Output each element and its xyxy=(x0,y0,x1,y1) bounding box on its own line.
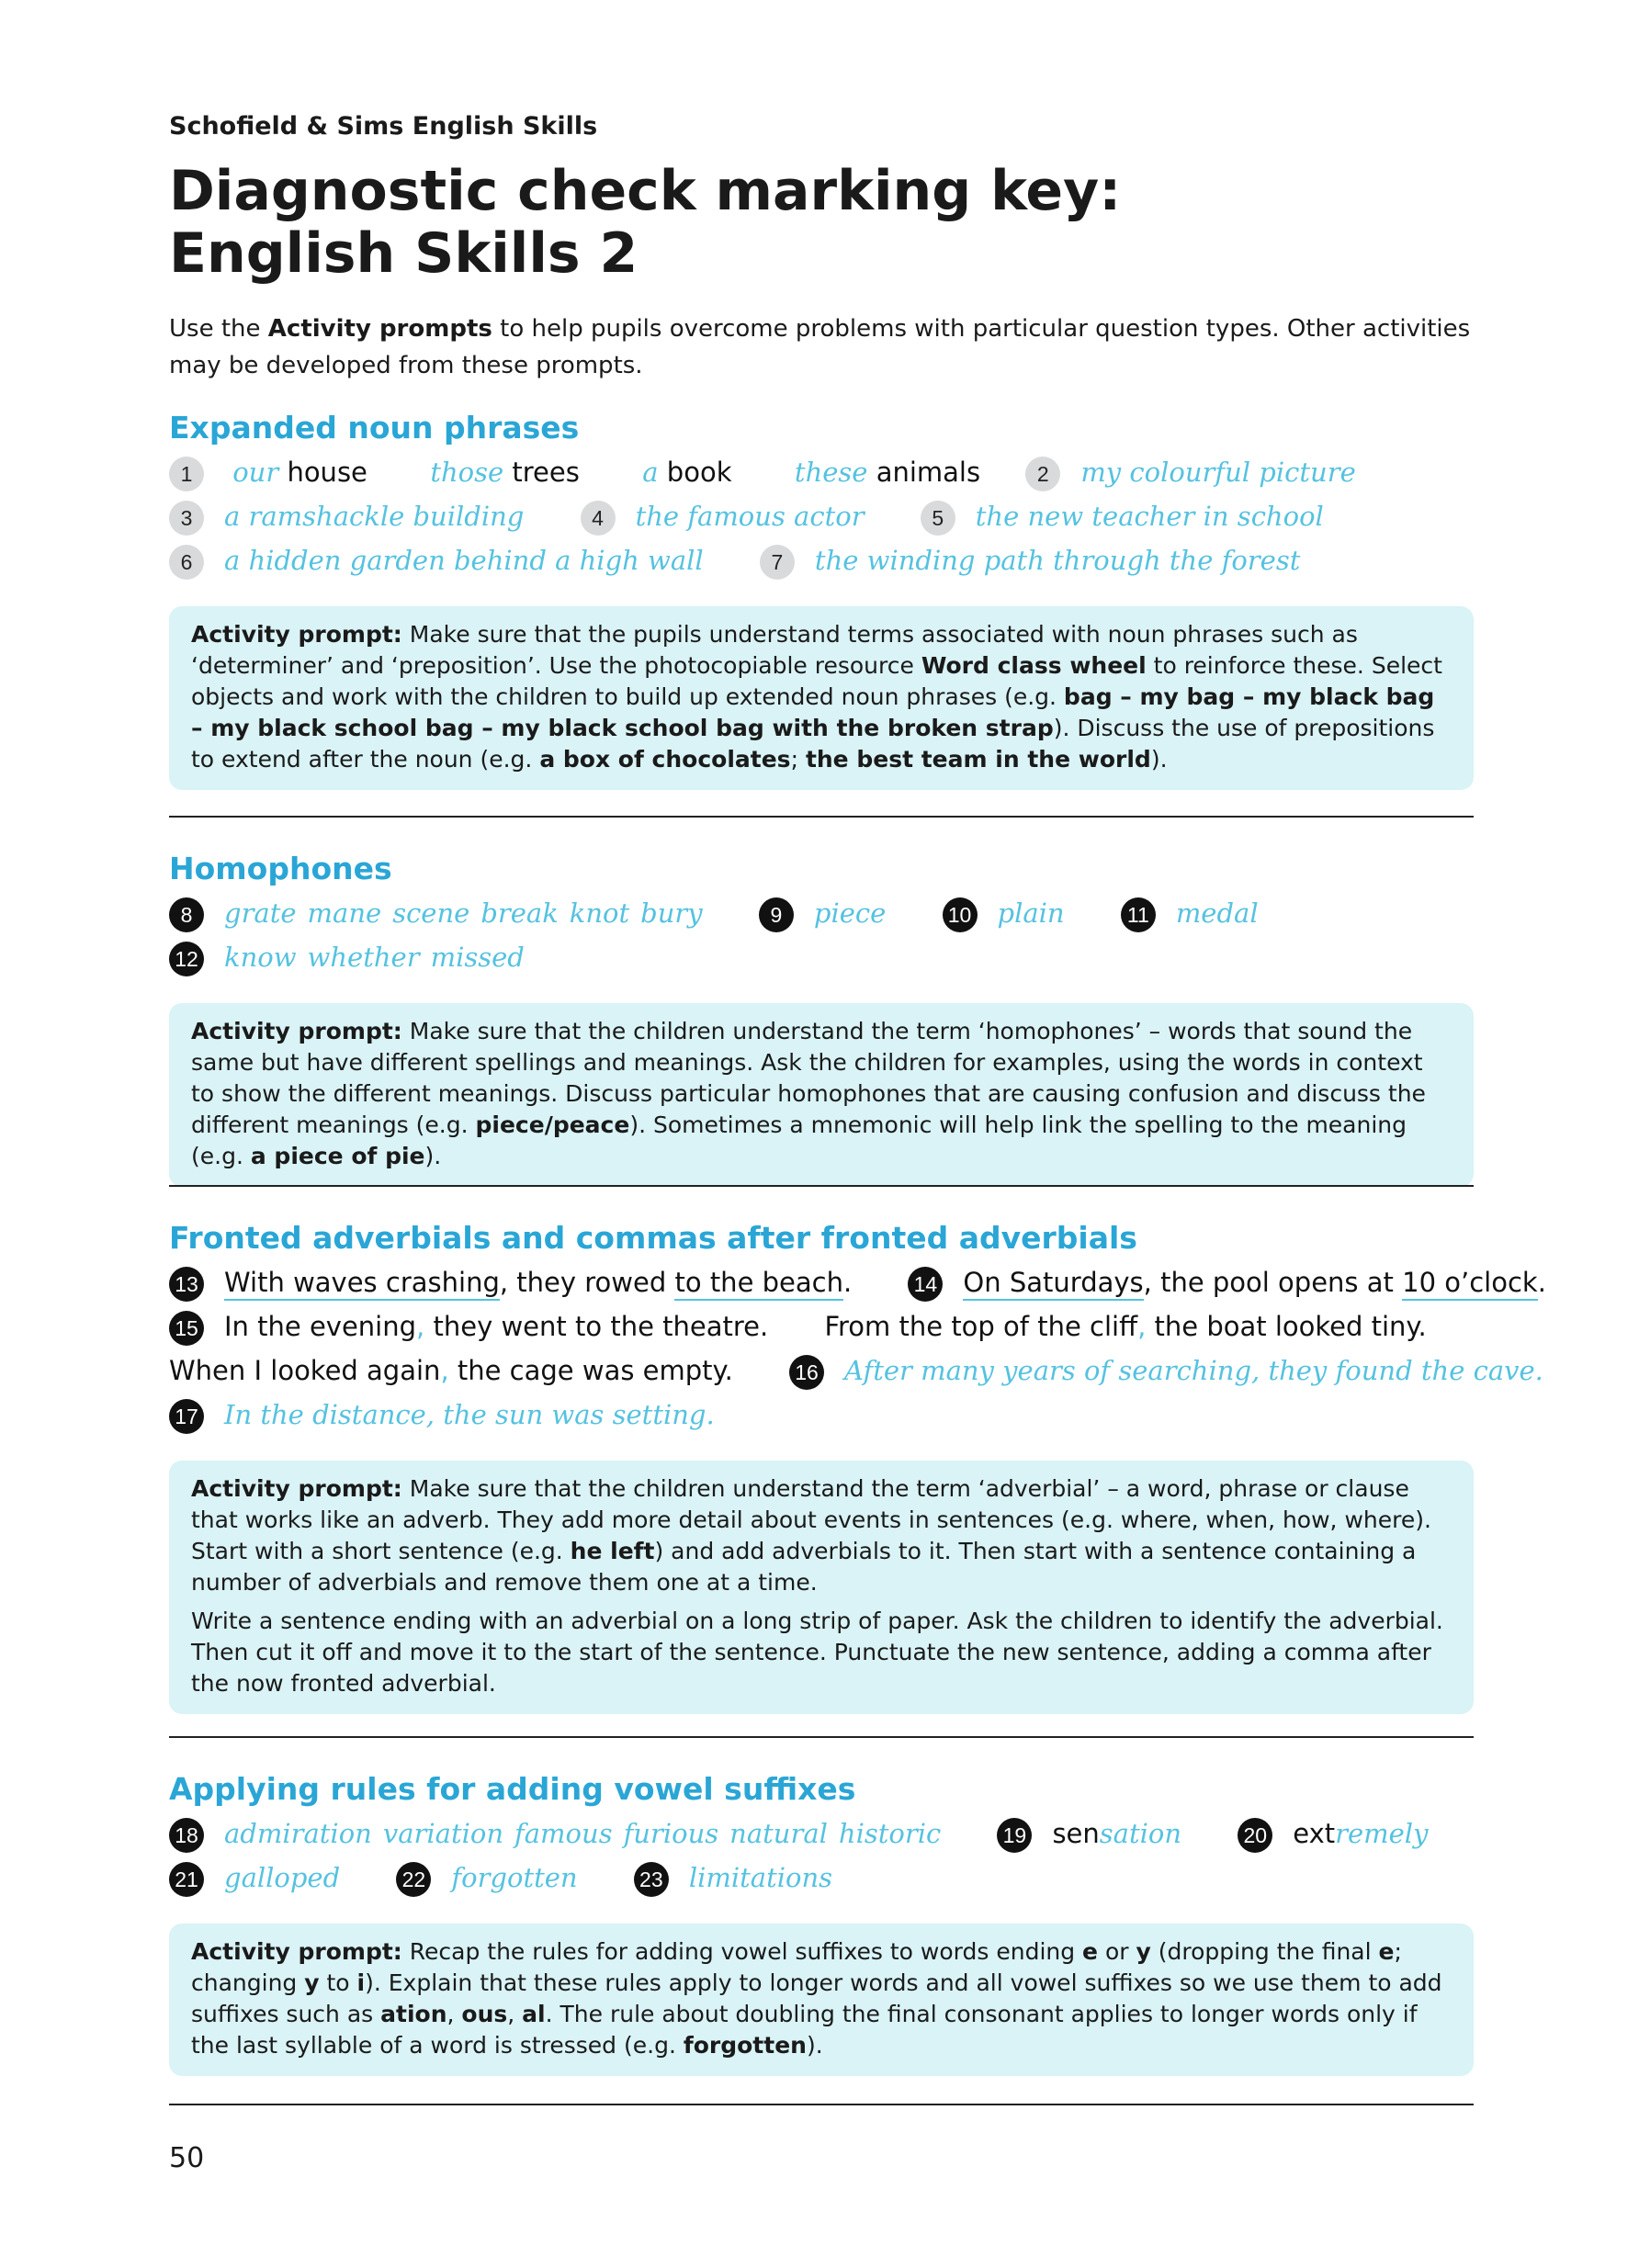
prompt-label: Activity prompt: xyxy=(191,1018,402,1044)
question-number: 21 xyxy=(169,1862,204,1897)
sentence-text: the cage was empty. xyxy=(448,1355,733,1386)
answer-q9 xyxy=(759,891,886,935)
prompt-bold: Word class wheel xyxy=(921,652,1147,679)
word-suffix: sation xyxy=(1099,1818,1182,1849)
answer-q7 xyxy=(760,538,1300,582)
answer-word: mane xyxy=(307,897,382,929)
answer-q21 xyxy=(169,1856,340,1900)
answer-q14 xyxy=(908,1260,1546,1304)
intro-text: Use the xyxy=(169,315,268,343)
question-number: 23 xyxy=(634,1862,669,1897)
answer-text: medal xyxy=(1175,897,1259,929)
activity-prompt xyxy=(169,1461,1474,1714)
sentence-text: the boat looked tiny. xyxy=(1146,1311,1427,1342)
page-number: 50 xyxy=(169,2142,205,2174)
prompt-paragraph xyxy=(191,1473,1452,1598)
answer-q8 xyxy=(169,891,703,935)
question-number: 7 xyxy=(760,545,795,580)
answer-text: After many years of searching, they found the cave. xyxy=(844,1355,1543,1386)
answer-q1 xyxy=(169,450,980,494)
prompt-label: Activity prompt: xyxy=(191,1475,402,1502)
noun: trees xyxy=(512,457,580,488)
question-number: 14 xyxy=(908,1267,943,1302)
prompt-bold: al xyxy=(522,2001,546,2027)
question-number: 20 xyxy=(1238,1818,1272,1853)
question-number: 22 xyxy=(396,1862,431,1897)
answer-word: scene xyxy=(392,897,470,929)
answer-q22 xyxy=(396,1856,577,1900)
answer-q15-b xyxy=(824,1304,1426,1348)
activity-prompt xyxy=(169,1924,1474,2076)
underlined-adverbial: 10 o’clock xyxy=(1402,1267,1538,1301)
prompt-text: to reinforce these. Select objects and work with the children to build up extended noun phrases (e.g. xyxy=(191,652,1442,710)
question-number: 13 xyxy=(169,1267,204,1302)
answer-word: break xyxy=(480,897,559,929)
underlined-adverbial: to the beach xyxy=(674,1267,843,1301)
determiner: those xyxy=(430,457,504,488)
question-number: 2 xyxy=(1025,457,1060,491)
answer-word: knot xyxy=(569,897,630,929)
answer-row xyxy=(169,1304,1474,1348)
prompt-text: ). Discuss the use of prepositions to extend after the noun (e.g. xyxy=(191,715,1435,773)
question-number: 10 xyxy=(943,897,978,932)
section-divider xyxy=(169,816,1474,818)
word-stem: ext xyxy=(1293,1818,1336,1849)
inserted-comma: , xyxy=(416,1311,425,1342)
answer-text: the winding path through the forest xyxy=(814,545,1301,576)
prompt-text: ). xyxy=(806,2032,823,2059)
answer-text: forgotten xyxy=(451,1862,578,1893)
prompt-paragraph: Write a sentence ending with an adverbial on a long strip of paper. Ask the children to identify the adverbial. Then cut it off and move it to the start of the sentence. Punctuate the new sentence, adding a comma after the now fronted adverbial. xyxy=(191,1608,1443,1697)
sentence-text: In the evening xyxy=(224,1311,417,1342)
prompt-text: , xyxy=(446,2001,462,2027)
page-title xyxy=(169,160,1121,285)
sentence-text: they went to the theatre. xyxy=(424,1311,769,1342)
title-line-2: English Skills 2 xyxy=(169,221,639,286)
section-heading: Homophones xyxy=(169,851,392,886)
answer-q4 xyxy=(581,494,865,538)
noun: book xyxy=(666,457,732,488)
prompt-text: Recap the rules for adding vowel suffixes to words ending xyxy=(401,1938,1083,1965)
section-heading: Applying rules for adding vowel suffixes xyxy=(169,1771,856,1807)
question-number: 3 xyxy=(169,501,204,536)
answer-row xyxy=(169,1348,1543,1393)
question-number: 4 xyxy=(581,501,616,536)
prompt-bold: a piece of pie xyxy=(250,1143,425,1169)
question-number: 1 xyxy=(169,457,204,491)
inserted-comma: , xyxy=(1137,1311,1147,1342)
prompt-paragraph xyxy=(191,619,1452,775)
prompt-text: Make sure that the pupils understand terms associated with noun phrases such as ‘determiner’ and ‘preposition’. Use the photocopiable resource xyxy=(191,621,1358,679)
prompt-bold: he left xyxy=(570,1538,655,1564)
answer-q12 xyxy=(169,935,525,979)
answer-text: a ramshackle building xyxy=(224,501,525,532)
question-number: 15 xyxy=(169,1311,204,1346)
answer-row xyxy=(169,1393,1474,1437)
section-heading: Fronted adverbials and commas after fronted adverbials xyxy=(169,1220,1137,1256)
section-divider xyxy=(169,1736,1474,1738)
answer-q15-a xyxy=(169,1304,768,1348)
prompt-bold: the best team in the world xyxy=(805,746,1151,773)
prompt-bold: piece/peace xyxy=(475,1111,630,1138)
underlined-adverbial: On Saturdays xyxy=(963,1267,1143,1301)
answer-q5 xyxy=(921,494,1324,538)
prompt-bold: y xyxy=(1136,1938,1151,1965)
noun: animals xyxy=(876,457,981,488)
answer-q15-c xyxy=(169,1348,733,1393)
question-number: 12 xyxy=(169,942,204,976)
section-homophones xyxy=(169,847,1474,1187)
answer-word: historic xyxy=(838,1818,942,1849)
answer-q17 xyxy=(169,1393,715,1437)
answer-q18 xyxy=(169,1811,941,1856)
answer-q6 xyxy=(169,538,704,582)
section-vowel-suffixes xyxy=(169,1767,1474,2076)
prompt-paragraph xyxy=(191,1936,1452,2061)
answer-row xyxy=(169,1260,1546,1304)
underlined-adverbial: With waves crashing xyxy=(224,1267,500,1301)
prompt-text: ). Explain that these rules apply to longer words and all vowel suffixes so we use them to add suffixes such as xyxy=(191,1969,1442,2027)
prompt-text: ; changing xyxy=(191,1938,1402,1996)
question-number: 8 xyxy=(169,897,204,932)
section-divider xyxy=(169,2104,1474,2105)
answer-word: whether xyxy=(307,942,420,973)
prompt-text: ). xyxy=(424,1143,442,1169)
prompt-paragraph xyxy=(191,1016,1452,1172)
sentence-text: . xyxy=(842,1267,853,1298)
answer-word: missed xyxy=(430,942,525,973)
answer-text: my colourful picture xyxy=(1080,457,1356,488)
section-fronted-adverbials xyxy=(169,1216,1546,1714)
prompt-text: Make sure that the children understand the term ‘homophones’ – words that sound the same but have different spellings and meanings. Ask the children for examples, using the words in context to show the different meanings. Discuss particular homophones that are causing confusion and discuss the different meanings (e.g. xyxy=(191,1018,1426,1138)
prompt-bold: e xyxy=(1082,1938,1099,1965)
answer-text: plain xyxy=(997,897,1065,929)
prompt-text: ; xyxy=(790,746,806,773)
intro-paragraph xyxy=(169,310,1474,384)
intro-text: to help pupils overcome problems with particular question types. Other activities may be developed from these prompts. xyxy=(169,315,1471,379)
inserted-comma: , xyxy=(440,1355,449,1386)
prompt-text: Make sure that the children understand the term ‘adverbial’ – a word, phrase or clause that works like an adverb. They add more detail about events in sentences (e.g. where, when, how, where). Start with a short sentence (e.g. xyxy=(191,1475,1431,1564)
answer-row xyxy=(169,1856,1474,1900)
determiner: our xyxy=(232,457,279,488)
section-expanded-noun-phrases xyxy=(169,406,1474,790)
answer-word: famous xyxy=(514,1818,613,1849)
answer-q23 xyxy=(634,1856,832,1900)
word-stem: sen xyxy=(1052,1818,1100,1849)
answer-q19 xyxy=(997,1811,1181,1856)
answer-word: variation xyxy=(382,1818,504,1849)
activity-prompt xyxy=(169,606,1474,790)
answer-text: galloped xyxy=(224,1862,341,1893)
question-number: 18 xyxy=(169,1818,204,1853)
determiner: a xyxy=(642,457,659,488)
answer-q10 xyxy=(943,891,1065,935)
prompt-bold: ous xyxy=(461,2001,508,2027)
question-number: 16 xyxy=(789,1355,824,1390)
title-line-1: Diagnostic check marking key: xyxy=(169,159,1122,223)
answer-text: In the distance, the sun was setting. xyxy=(224,1399,715,1430)
answer-row xyxy=(169,1811,1474,1856)
prompt-bold: y xyxy=(304,1969,320,1996)
question-number: 9 xyxy=(759,897,794,932)
prompt-label: Activity prompt: xyxy=(191,621,402,648)
prompt-text: or xyxy=(1098,1938,1136,1965)
section-heading: Expanded noun phrases xyxy=(169,410,580,446)
answer-q13 xyxy=(169,1260,852,1304)
prompt-bold: ation xyxy=(380,2001,447,2027)
answer-word: admiration xyxy=(224,1818,372,1849)
prompt-text: . The rule about doubling the final consonant applies to longer words only if the last syllable of a word is stressed (e.g. xyxy=(191,2001,1418,2059)
determiner: these xyxy=(794,457,868,488)
prompt-bold: bag – my bag – my black bag – my black school bag – my black school bag with the broken strap xyxy=(191,683,1435,741)
prompt-text: ). xyxy=(1150,746,1168,773)
answer-text: the famous actor xyxy=(635,501,865,532)
sentence-text: When I looked again xyxy=(169,1355,441,1386)
section-divider xyxy=(169,1185,1474,1187)
series-name: Schofield & Sims English Skills xyxy=(169,112,598,141)
question-number: 5 xyxy=(921,501,955,536)
answer-row xyxy=(169,538,1474,582)
answer-word: bury xyxy=(640,897,703,929)
answer-text: the new teacher in school xyxy=(975,501,1324,532)
word-suffix: remely xyxy=(1335,1818,1429,1849)
prompt-text: ) and add adverbials to it. Then start with a sentence containing a number of adverbials and remove them one at a time. xyxy=(191,1538,1417,1596)
question-number: 19 xyxy=(997,1818,1032,1853)
sentence-text: , they rowed xyxy=(499,1267,675,1298)
answer-q3 xyxy=(169,494,524,538)
question-number: 17 xyxy=(169,1399,204,1434)
answer-q11 xyxy=(1121,891,1259,935)
activity-prompt xyxy=(169,1003,1474,1187)
question-number: 6 xyxy=(169,545,204,580)
sentence-text: From the top of the cliff xyxy=(824,1311,1138,1342)
prompt-label: Activity prompt: xyxy=(191,1938,402,1965)
answer-row xyxy=(169,935,1474,979)
answer-word: natural xyxy=(729,1818,828,1849)
noun: house xyxy=(287,457,367,488)
prompt-bold: i xyxy=(356,1969,366,1996)
prompt-bold: e xyxy=(1378,1938,1395,1965)
prompt-bold: a box of chocolates xyxy=(539,746,791,773)
answer-word: furious xyxy=(623,1818,719,1849)
answer-text: a hidden garden behind a high wall xyxy=(224,545,704,576)
prompt-text: ). Sometimes a mnemonic will help link the spelling to the meaning (e.g. xyxy=(191,1111,1407,1169)
answer-q16 xyxy=(789,1348,1543,1393)
prompt-text: (dropping the final xyxy=(1150,1938,1379,1965)
answer-q20 xyxy=(1238,1811,1428,1856)
answer-text: piece xyxy=(813,897,887,929)
answer-row xyxy=(169,494,1474,538)
sentence-text: . xyxy=(1537,1267,1546,1298)
prompt-text: , xyxy=(507,2001,523,2027)
answer-row xyxy=(169,891,1474,935)
prompt-text: to xyxy=(319,1969,357,1996)
intro-bold: Activity prompts xyxy=(267,315,492,343)
answer-word: know xyxy=(224,942,297,973)
answer-row xyxy=(169,450,1474,494)
question-number: 11 xyxy=(1121,897,1156,932)
answer-q2 xyxy=(1025,450,1355,494)
sentence-text: , the pool opens at xyxy=(1143,1267,1403,1298)
answer-text: limitations xyxy=(688,1862,833,1893)
answer-word: grate xyxy=(224,897,297,929)
prompt-bold: forgotten xyxy=(683,2032,807,2059)
